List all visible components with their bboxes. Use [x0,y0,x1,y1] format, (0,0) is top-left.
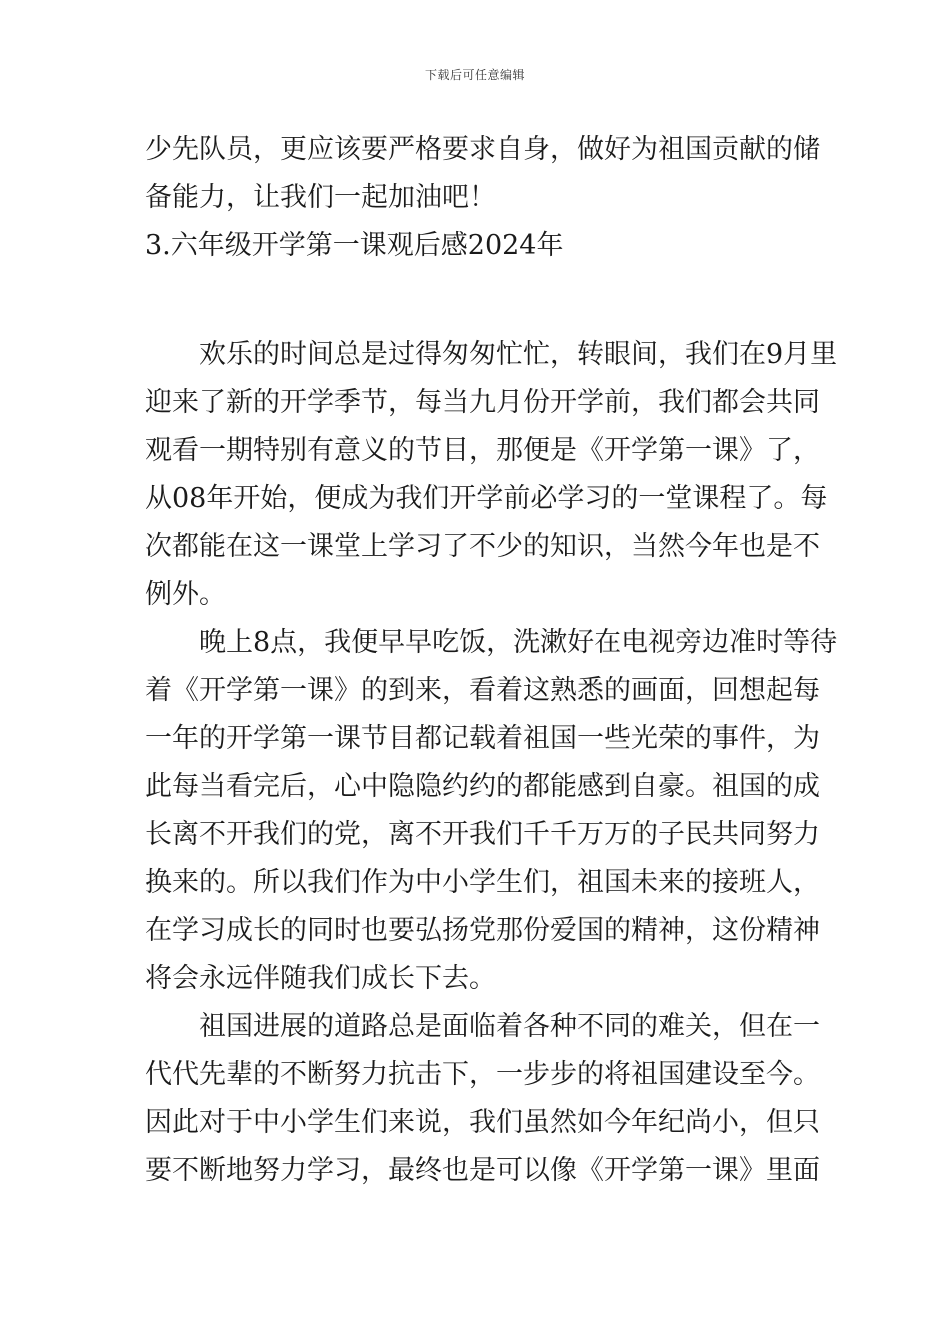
text-line: 要不断地努力学习，最终也是可以像《开学第一课》里面 [145,1155,820,1186]
text-line: 次都能在这一课堂上学习了不少的知识，当然今年也是不 [145,531,820,562]
text-line: 长离不开我们的党，离不开我们千千万万的子民共同努力 [145,819,820,850]
text-line: 欢乐的时间总是过得匆匆忙忙，转眼间，我们在9月里 [145,339,838,370]
text-line: 迎来了新的开学季节，每当九月份开学前，我们都会共同 [145,387,820,418]
text-line: 少先队员，更应该要严格要求自身，做好为祖国贡献的储 [145,134,820,165]
text-line: 代代先辈的不断努力抗击下，一步步的将祖国建设至今。 [145,1059,820,1090]
text-line: 在学习成长的同时也要弘扬党那份爱国的精神，这份精神 [145,915,820,946]
text-line: 观看一期特别有意义的节目，那便是《开学第一课》了， [145,435,820,466]
text-line: 晚上8点，我便早早吃饭，洗漱好在电视旁边准时等待 [145,627,838,658]
text-line: 因此对于中小学生们来说，我们虽然如今年纪尚小，但只 [145,1107,820,1138]
spacer [145,270,807,331]
document-body [145,126,838,1195]
page-header: 下载后可任意编辑 [424,68,525,82]
text-line: 从08年开始，便成为我们开学前必学习的一堂课程了。每 [145,483,828,514]
section-heading: 3.六年级开学第一课观后感2024年 [145,230,564,261]
text-line: 例外。 [145,579,226,610]
text-line: 换来的。所以我们作为中小学生们，祖国未来的接班人， [145,867,820,898]
text-line: 一年的开学第一课节目都记载着祖国一些光荣的事件，为 [145,723,820,754]
text-line: 着《开学第一课》的到来，看着这熟悉的画面，回想起每 [145,675,820,706]
text-line: 备能力，让我们一起加油吧！ [145,182,496,213]
text-line: 将会永远伴随我们成长下去。 [145,963,496,994]
text-line: 此每当看完后，心中隐隐约约的都能感到自豪。祖国的成 [145,771,820,802]
text-line: 祖国进展的道路总是面临着各种不同的难关，但在一 [145,1011,820,1042]
paragraph-2 [145,619,838,1003]
paragraph-3 [145,1003,820,1195]
paragraph-1 [145,331,838,619]
intro-paragraph [145,126,820,222]
